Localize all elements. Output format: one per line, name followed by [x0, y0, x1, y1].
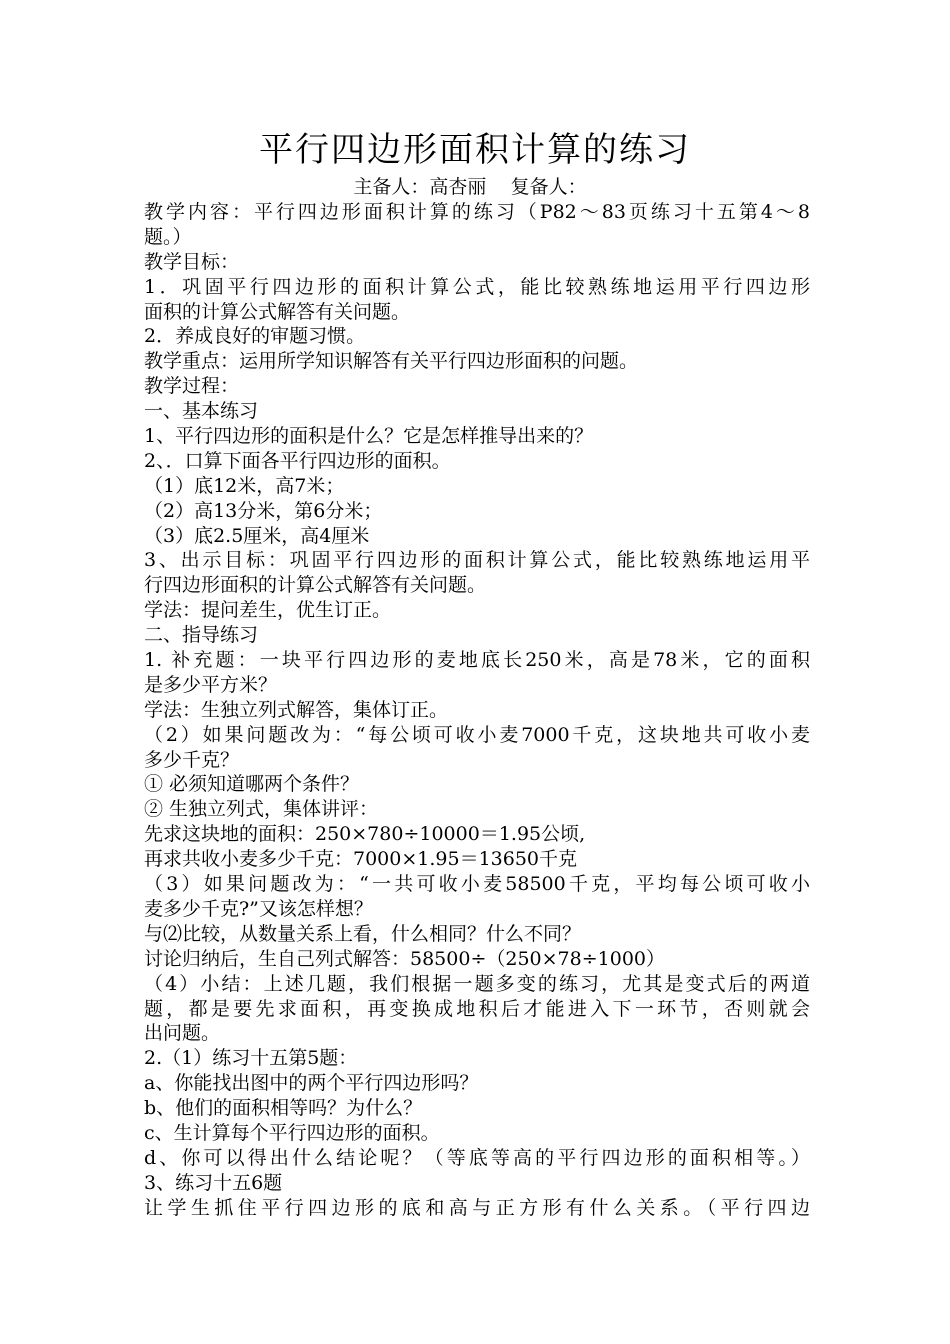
text-line: 先求这块地的面积：250×780÷10000＝1.95公顷, — [144, 823, 586, 846]
text-line: 是多少平方米？ — [144, 673, 278, 696]
text-line: d、你可以得出什么结论呢？（等底等高的平行四边形的面积相等。） — [144, 1146, 810, 1169]
text-line: （3）如果问题改为：“一共可收小麦58500千克，平均每公顷可收小 — [144, 873, 810, 896]
text-line: 讨论归纳后，生自己列式解答：58500÷（250×78÷1000） — [144, 947, 665, 970]
text-line: a、你能找出图中的两个平行四边形吗？ — [144, 1072, 479, 1095]
text-line: 行四边形面积的计算公式解答有关问题。 — [144, 574, 487, 597]
text-line: 1、平行四边形的面积是什么？它是怎样推导出来的？ — [144, 425, 594, 448]
text-line: ② 生独立列式，集体讲评： — [144, 798, 379, 821]
text-line: 3、练习十五6题 — [144, 1171, 283, 1194]
text-line: 多少千克？ — [144, 748, 240, 771]
text-line: 二、指导练习 — [144, 624, 259, 647]
text-line: 题，都是要先求面积，再变换成地积后才能进入下一环节，否则就会 — [144, 997, 810, 1020]
text-line: 麦多少千克?”又该怎样想？ — [144, 897, 373, 920]
text-line: 3、出示目标：巩固平行四边形的面积计算公式，能比较熟练地运用平 — [144, 549, 810, 572]
text-line: 2．养成良好的审题习惯。 — [144, 325, 366, 348]
page-title: 平行四边形面积计算的练习 — [259, 130, 691, 170]
text-line: 2、．口算下面各平行四边形的面积。 — [144, 449, 451, 472]
text-line: 学法：生独立列式解答，集体订正。 — [144, 698, 449, 721]
document-body — [144, 200, 810, 1221]
text-line: 2.（1）练习十五第5题： — [144, 1047, 358, 1070]
text-line: （4）小结：上述几题，我们根据一题多变的练习，尤其是变式后的两道 — [144, 972, 810, 995]
text-line: （2）如果问题改为：“每公顷可收小麦7000千克，这块地共可收小麦 — [144, 723, 810, 746]
author-line: 主备人：高杏丽 复备人： — [353, 176, 587, 198]
text-line: 题。） — [144, 225, 192, 248]
text-line: 再求共收小麦多少千克：7000×1.95＝13650千克 — [144, 848, 578, 871]
text-line: （3）底2.5厘米，高4厘米 — [144, 524, 370, 547]
text-line: 让学生抓住平行四边形的底和高与正方形有什么关系。（平行四边 — [144, 1196, 810, 1219]
text-line: 教学过程： — [144, 375, 240, 398]
text-line: （2）高13分米，第6分米； — [144, 499, 383, 522]
text-line: 学法：提问差生，优生订正。 — [144, 599, 392, 622]
text-line: 教学重点：运用所学知识解答有关平行四边形面积的问题。 — [144, 350, 639, 373]
text-line: b、他们的面积相等吗？为什么？ — [144, 1097, 423, 1120]
text-line: 面积的计算公式解答有关问题。 — [144, 300, 411, 323]
text-line: ① 必须知道哪两个条件？ — [144, 773, 360, 796]
text-line: 一、基本练习 — [144, 400, 259, 423]
text-line: （1）底12米，高7米； — [144, 474, 345, 497]
text-line: 教学目标： — [144, 250, 240, 273]
text-line: 教学内容：平行四边形面积计算的练习（P82～83页练习十五第4～8 — [144, 201, 810, 223]
text-line: 1．巩固平行四边形的面积计算公式，能比较熟练地运用平行四边形 — [144, 275, 810, 298]
text-line: 出问题。 — [144, 1022, 221, 1045]
text-line: 与⑵比较，从数量关系上看，什么相同？什么不同？ — [144, 922, 582, 945]
text-line: 1. 补充题：一块平行四边形的麦地底长250米，高是78米，它的面积 — [144, 649, 810, 672]
text-line: c、生计算每个平行四边形的面积。 — [144, 1121, 440, 1144]
